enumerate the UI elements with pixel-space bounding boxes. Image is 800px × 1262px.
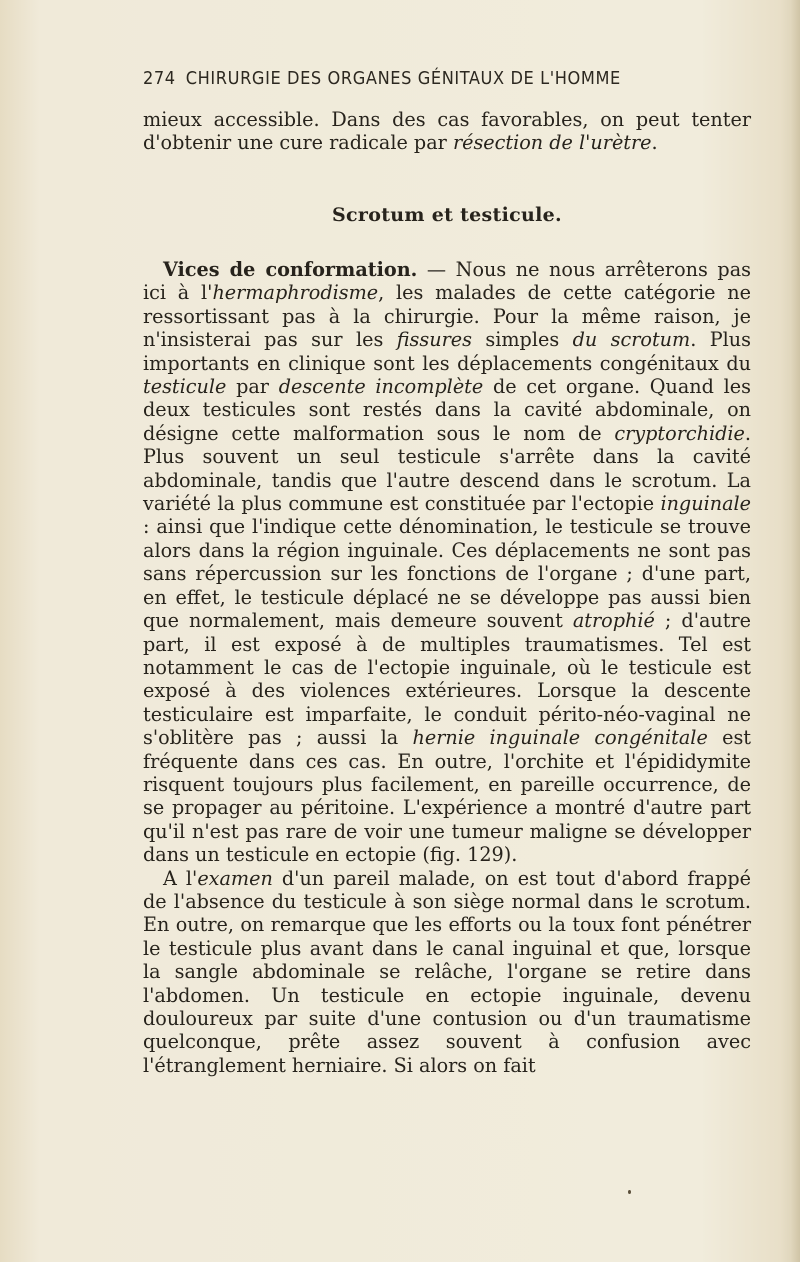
italic-term: du scrotum <box>572 328 691 352</box>
italic-term: hermaphrodisme <box>212 281 379 305</box>
text-run: — Nous ne nous arrêterons pas ici à l' <box>143 258 751 305</box>
text-run: A l' <box>163 866 198 890</box>
paragraph-lead: Vices de conformation. <box>163 258 418 281</box>
page-number: 274 <box>143 68 176 89</box>
italic-term: fissures <box>396 328 472 352</box>
top-paragraph <box>143 108 751 155</box>
text-run: simples <box>471 328 573 352</box>
text-run: d'un pareil malade, on est tout d'abord frappé de l'absence du testicule à son siège normal dans le scrotum. En outre, on remarque que les efforts ou la toux font pénétrer le testicule plus avant dans le canal inguinal et que, lorsque la sangle abdominale se relâche, l'organe se retire dans l'abdomen. Un testicule en ectopie inguinale, devenu douloureux par suite d'une contusion ou d'un traumatisme quelconque, prête assez souvent à confusion avec l'étranglement herniaire. Si alors on fait <box>143 866 751 1077</box>
italic-term: descente incomplète <box>278 375 484 399</box>
text-run: ; d'autre part, il est exposé à de multiples traumatismes. Tel est notamment le cas de l'ectopie inguinale, où le testicule est exposé à des violences extérieures. Lorsque la descente testiculaire est imparfaite, le conduit périto-néo-vaginal ne s'oblitère pas ; aussi la <box>143 609 751 750</box>
text-run: par <box>226 375 279 399</box>
italic-term: résection de l'urètre <box>452 131 652 155</box>
text-run: . Plus souvent un seul testicule s'arrête dans la cavité abdominale, tandis que l'autre descend dans le scrotum. La variété la plus commune est constituée par l'ectopie <box>143 421 751 516</box>
text-run: . Plus importants en clinique sont les déplacements congénitaux du <box>143 328 752 375</box>
page-edge <box>790 0 800 1262</box>
paragraph <box>143 258 751 867</box>
ink-speck <box>628 1190 631 1194</box>
text-run: . <box>651 131 658 155</box>
italic-term: cryptorchidie <box>614 421 745 445</box>
italic-term: examen <box>197 866 273 890</box>
italic-term: hernie inguinale congénitale <box>412 726 708 750</box>
italic-term: inguinale <box>660 492 751 516</box>
text-run: : ainsi que l'indique cette dénomination, le testicule se trouve alors dans la région inguinale. Ces déplacements ne sont pas sans répercussion sur les fonctions de l'organe ; d'une part, en effet, le testicule déplacé ne se développe pas aussi bien que normalement, mais demeure souvent <box>143 515 751 633</box>
running-head <box>143 68 755 89</box>
text-run: de cet organe. Quand les deux testicules sont restés dans la cavité abdominale, on désigne cette malformation sous le nom de <box>143 375 752 445</box>
text-run: , les malades de cette catégorie ne ressortissant pas à la chirurgie. Pour la même raison, je n'insisterai pas sur les <box>143 281 751 352</box>
paragraph <box>143 867 751 1078</box>
running-title: CHIRURGIE DES ORGANES GÉNITAUX DE L'HOMME <box>185 68 621 89</box>
body-text <box>143 258 751 1077</box>
italic-term: atrophié <box>572 609 655 633</box>
italic-term: testicule <box>143 375 227 399</box>
text-run: mieux accessible. Dans des cas favorables, on peut tenter d'obtenir une cure radicale par <box>143 108 751 155</box>
text-run: est fréquente dans ces cas. En outre, l'orchite et l'épididymite risquent toujours plus facilement, en pareille occurrence, de se propager au péritoine. L'expérience a montré d'autre part qu'il n'est pas rare de voir une tumeur maligne se développer dans un testicule en ectopie (fig. 129). <box>143 726 751 867</box>
section-heading: Scrotum et testicule. <box>332 204 562 226</box>
